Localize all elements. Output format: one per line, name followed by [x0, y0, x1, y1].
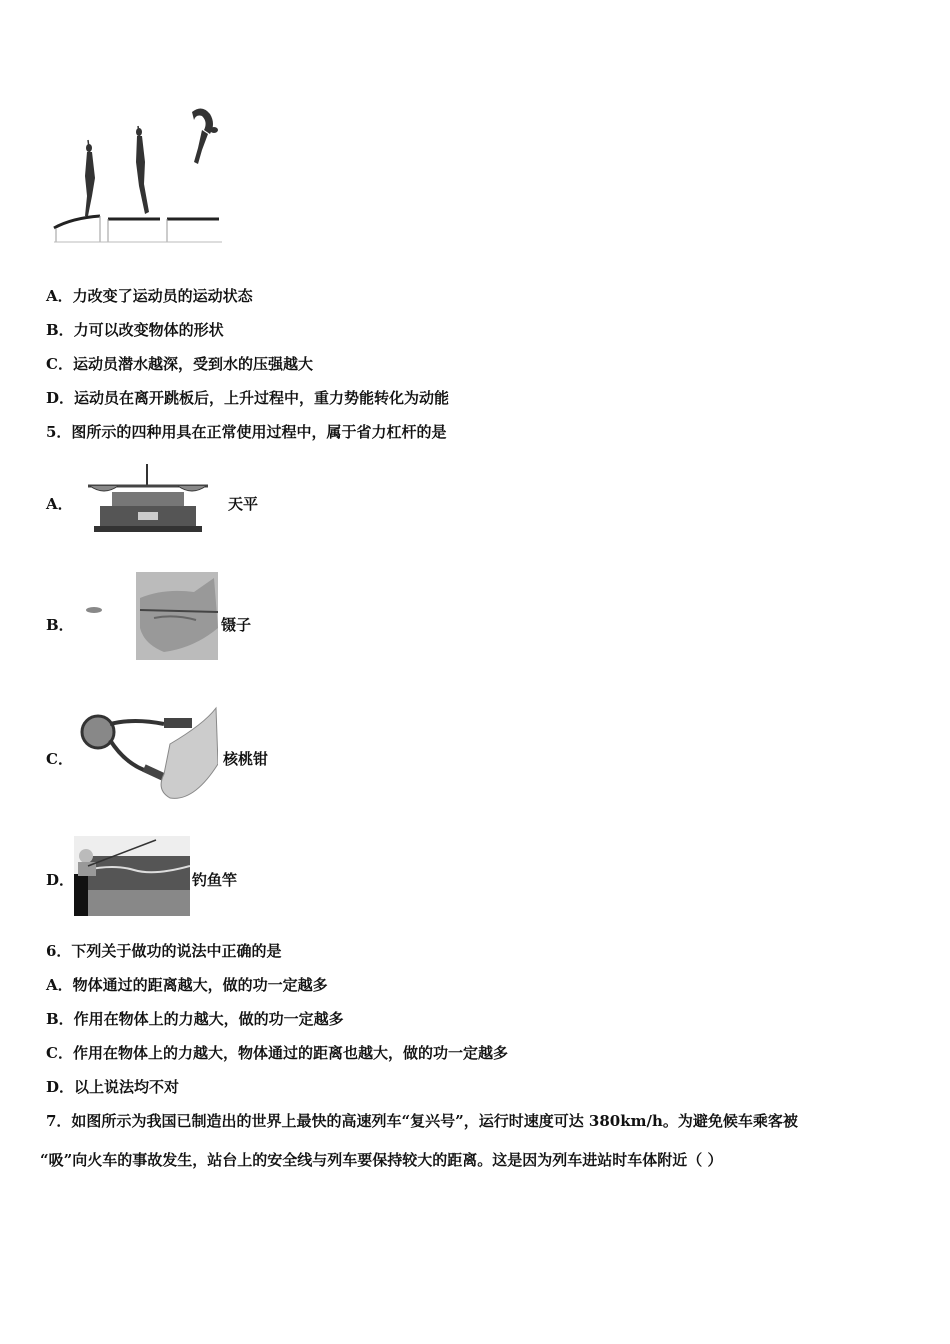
q4-option-a: A．力改变了运动员的运动状态 — [46, 287, 253, 305]
q6-option-b: B．作用在物体上的力越大，做的功一定越多 — [46, 1010, 344, 1028]
q5-option-d-name: 钓鱼竿 — [192, 871, 238, 889]
q6-option-a: A．物体通过的距离越大，做的功一定越多 — [46, 976, 328, 994]
diver-figure — [52, 100, 227, 245]
q5-option-c-name: 核桃钳 — [223, 750, 269, 768]
tweezers-image — [84, 568, 220, 662]
q5-option-c-letter: C． — [46, 750, 73, 768]
q7-line-2: “吸”向火车的事故发生，站台上的安全线与列车要保持较大的距离。这是因为列车进站时车体附近（ ） — [40, 1151, 723, 1169]
q5-option-a-letter: A． — [46, 495, 73, 513]
q6-stem: 6．下列关于做功的说法中正确的是 — [46, 942, 282, 960]
balance-scale-image — [84, 462, 214, 534]
nutcracker-image — [74, 704, 218, 802]
q5-option-b-letter: B． — [46, 616, 74, 634]
q4-option-d: D．运动员在离开跳板后，上升过程中，重力势能转化为动能 — [46, 389, 450, 407]
q7-line-1: 7．如图所示为我国已制造出的世界上最快的高速列车“复兴号”，运行时速度可达 380km/h。为避免候车乘客被 — [46, 1112, 798, 1130]
q5-option-a-name: 天平 — [228, 495, 259, 513]
q5-stem: 5．图所示的四种用具在正常使用过程中，属于省力杠杆的是 — [46, 423, 447, 441]
q6-option-c: C．作用在物体上的力越大，物体通过的距离也越大，做的功一定越多 — [46, 1044, 508, 1062]
q5-option-b-name: 镊子 — [221, 616, 252, 634]
q4-option-b: B．力可以改变物体的形状 — [46, 321, 224, 339]
q6-option-d: D．以上说法均不对 — [46, 1078, 180, 1096]
q5-option-d-letter: D． — [46, 871, 75, 889]
q4-option-c: C．运动员潜水越深，受到水的压强越大 — [46, 355, 313, 373]
fishing-rod-image — [74, 836, 190, 916]
